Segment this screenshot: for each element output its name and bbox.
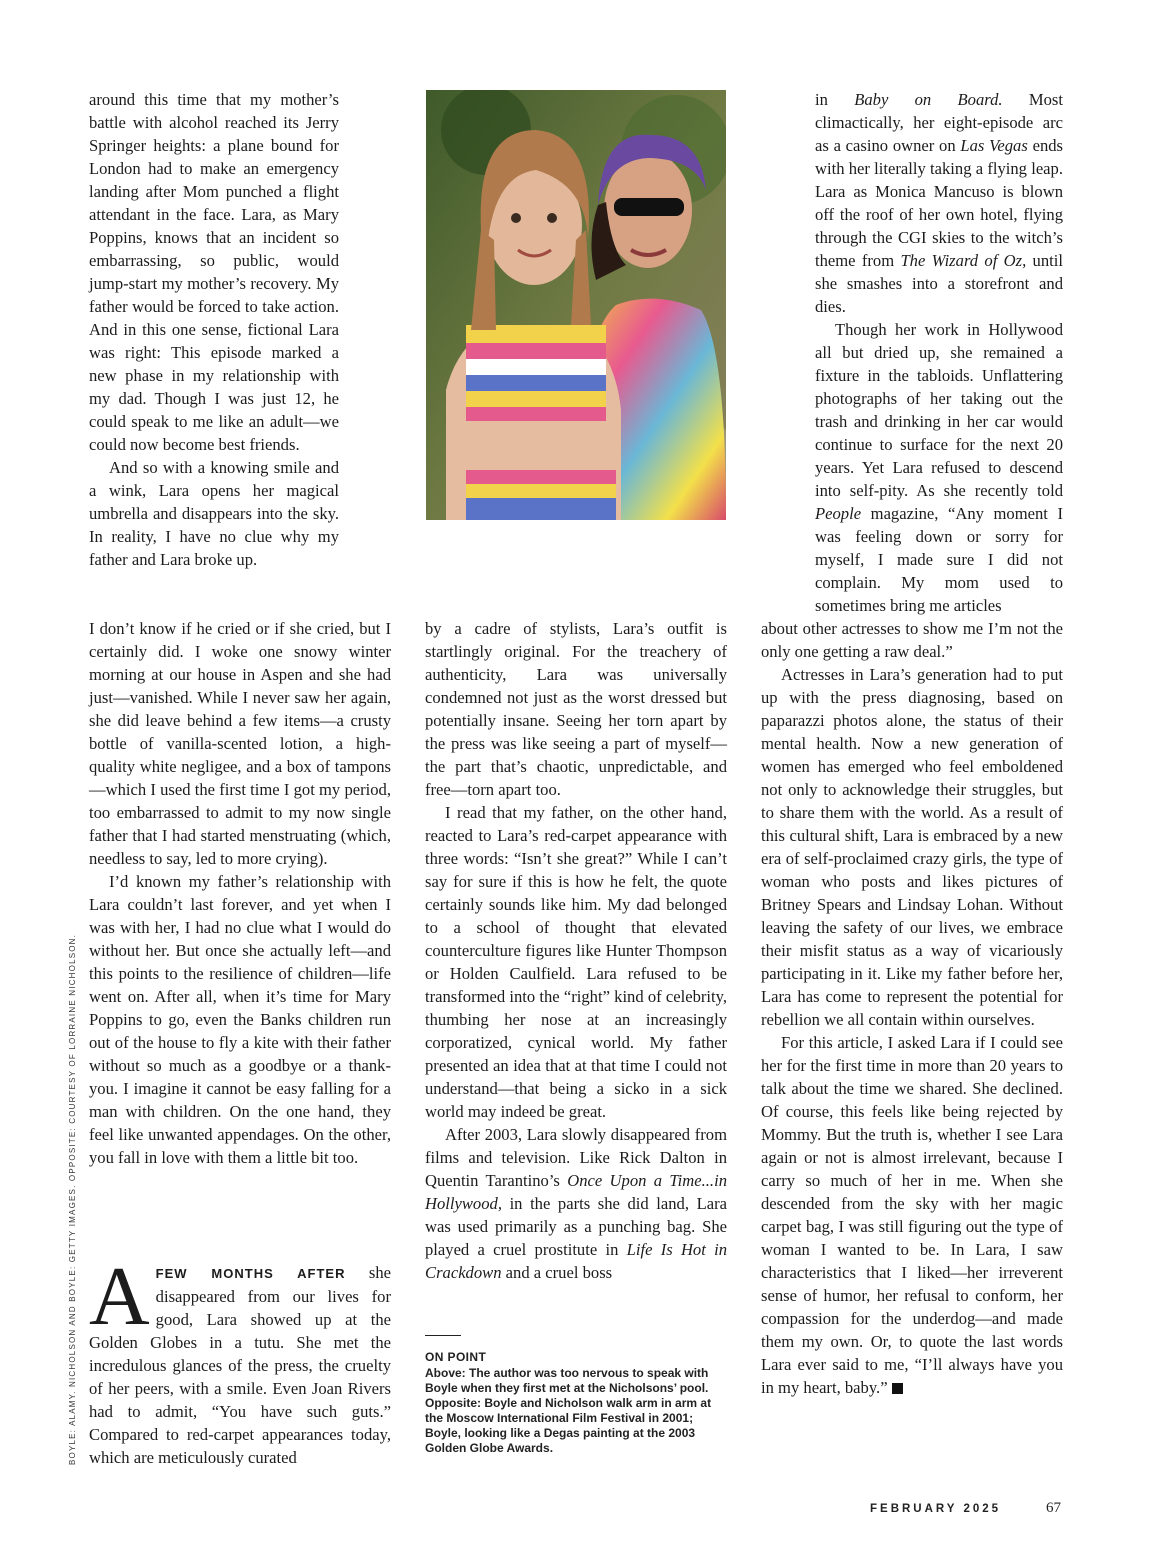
column-1-bottom (89, 1250, 391, 1469)
paragraph: And so with a knowing smile and a wink, Lara opens her magical umbrella and disappears into the sky. In reality, I have no clue why my father and Lara broke up. (89, 458, 339, 569)
drop-cap: A (89, 1250, 150, 1343)
issue-date: FEBRUARY 2025 (870, 1503, 1002, 1515)
paragraph (815, 88, 1063, 318)
photo-girl-and-woman-by-pool (426, 90, 726, 520)
paragraph: I don’t know if he cried or if she cried, but I certainly did. I woke one snowy winter morning at our house in Aspen and she had just—vanished. While I never saw her again, she did leave behind a few items—a crusty bottle of vanilla-scented lotion, a high-quality white negligee, and a box of tampons—which I used the first time I got my period, too embarrassed to admit to my now single father that I had started menstruating (which, needless to say, led to more crying). (89, 619, 391, 868)
paragraph: I’d known my father’s relationship with Lara couldn’t last forever, and yet when I was with her, I had no clue what I would do without her. But once she actually left—and this points to the resilience of children—life went on. After all, when it’s time for Mary Poppins to go, even the Banks children run out of the house to fly a kite with their father without so much as a goodbye or a thank-you. I imagine it cannot be easy falling for a man with children. On the one hand, they feel like unwanted appendages. On the other, you fall in love with them a little bit too. (89, 872, 391, 1167)
text-run: After 2003, Lara slowly disappeared from films and television. Like Rick Dalton in Quentin Tarantino’s (425, 1125, 727, 1190)
paragraph (815, 318, 1063, 617)
text-run: ends with her literally taking a flying leap. Lara as Monica Mancuso is blown off the roof of her own hotel, flying through the CGI skies to the witch’s theme from (815, 136, 1063, 270)
title-italic: People (815, 504, 862, 523)
caption-heading: ON POINT (425, 1350, 487, 1364)
title-italic: Life Is Hot in Crackdown (425, 1240, 728, 1282)
paragraph: about other actresses to show me I’m not the only one getting a raw deal.” (761, 619, 1063, 661)
text-run: For this article, I asked Lara if I could see her for the first time in more than 20 years to talk about the time we shared. She declined. Of course, this feels like being rejected by Mommy. But the truth is, whether I see Lara again or not is almost irrelevant, because I carry so much of her in me. When she descended from the sky with her magic carpet bag, I was still figuring out the type of woman I wanted to be. In Lara, I saw characteristics that I liked—her irreverent sense of humor, her refusal to conform, her compassion for the underdog—and made them my own. Or, to quote the last words Lara ever said to me, “I’ll always have you in my heart, baby.” (761, 1033, 1063, 1397)
text-run: Most climactically, her eight-episode arc as a casino owner on (815, 90, 1063, 155)
photo-caption (425, 1350, 729, 1456)
column-3-top (815, 88, 1063, 617)
column-1-top (89, 88, 339, 571)
caption-text: Above: The author was too nervous to speak with Boyle when they first met at the Nicholsons’ pool. Opposite: Boyle and Nicholson walk arm in arm at the Moscow International Film Festival in 2001; Boyle, looking like a Degas painting at the 2003 Golden Globe Awards. (425, 1366, 712, 1455)
title-italic: Las Vegas (960, 136, 1028, 155)
title-italic: Once Upon a Time...in Hollywood, (425, 1171, 727, 1213)
column-1-middle (89, 617, 391, 1169)
column-2 (425, 617, 727, 1284)
paragraph (761, 1031, 1063, 1399)
text-run: magazine, “Any moment I was feeling down or sorry for myself, I made sure I did not complain. My mom used to sometimes bring me articles (815, 504, 1063, 615)
text-run: and a cruel boss (501, 1263, 613, 1282)
photo-credit: BOYLE: ALAMY. NICHOLSON AND BOYLE: GETTY IMAGES. OPPOSITE: COURTESY OF LORRAINE NICHOLSON. (68, 933, 77, 1465)
end-mark-icon (892, 1383, 903, 1394)
column-3-bottom (761, 617, 1063, 1399)
page-number: 67 (1046, 1500, 1061, 1516)
paragraph-text: she disappeared from our lives for good, Lara showed up at the Golden Globes in a tutu. She met the incredulous glances of the press, the cruelty of her peers, with a smile. Even Joan Rivers had to admit, “You have such guts.” Compared to red-carpet appearances today, which are meticulously curated (89, 1263, 391, 1467)
photo-illustration (426, 90, 726, 520)
text-run: in the parts she did land, Lara was used primarily as a punching bag. She played a cruel prostitute in (425, 1194, 727, 1259)
paragraph: I read that my father, on the other hand, reacted to Lara’s red-carpet appearance with three words: “Isn’t she great?” While I can’t say for sure if this is how he felt, the quote certainly sounds like him. My dad belonged to a school of thought that elevated counterculture figures like Hunter Thompson or Holden Caulfield. Lara refused to be transformed into the “right” kind of celebrity, thumbing her nose at an increasingly corporatized, cynical world. My father presented an idea that at that time I could not understand—that being a sicko in a sick world may indeed be great. (425, 803, 727, 1121)
text-run: until she smashes into a storefront and dies. (815, 251, 1063, 316)
paragraph (425, 1123, 727, 1284)
title-italic: Baby on Board. (854, 90, 1003, 109)
title-italic: The Wizard of Oz, (900, 251, 1027, 270)
text-run: Though her work in Hollywood all but dried up, she remained a fixture in the tabloids. Unflattering photographs of her taking out the trash and drinking in her car would continue to surface for the next 20 years. Yet Lara refused to descend into self-pity. As she recently told (815, 320, 1063, 500)
section-opening-paragraph (89, 1250, 391, 1469)
paragraph: Actresses in Lara’s generation had to put up with the press diagnosing, based on paparazzi photos alone, the status of their mental health. Now a new generation of women has emerged who feel emboldened not only to acknowledge their struggles, but to share them with the world. As a result of this cultural shift, Lara is embraced by a new era of self-proclaimed crazy girls, the type of woman who posts and likes pictures of Britney Spears and Lindsay Lohan. Without leaving the safety of our lives, we embrace their misfit status as a way of vicariously participating in it. Like my father before her, Lara has come to represent the potential for rebellion we all contain within ourselves. (761, 665, 1063, 1029)
run-in-heading: FEW MONTHS AFTER (155, 1266, 346, 1281)
paragraph: around this time that my mother’s battle with alcohol reached its Jerry Springer heights: a plane bound for London had to make an emergency landing after Mom punched a flight attendant in the face. Lara, as Mary Poppins, knows that an incident so embarrassing, so public, would jump-start my mother’s recovery. My father would be forced to take action. And in this one sense, fictional Lara was right: This episode marked a new phase in my relationship with my dad. Though I was just 12, he could speak to me like an adult—we could now become best friends. (89, 90, 339, 454)
caption-rule (425, 1335, 461, 1336)
text-run: in (815, 90, 855, 109)
paragraph: by a cadre of stylists, Lara’s outfit is startlingly original. For the treachery of authenticity, Lara was universally condemned not just as the worst dressed but potentially insane. Seeing her torn apart by the press was like seeing a part of myself—the part that’s chaotic, unpredictable, and free—torn apart too. (425, 619, 727, 799)
